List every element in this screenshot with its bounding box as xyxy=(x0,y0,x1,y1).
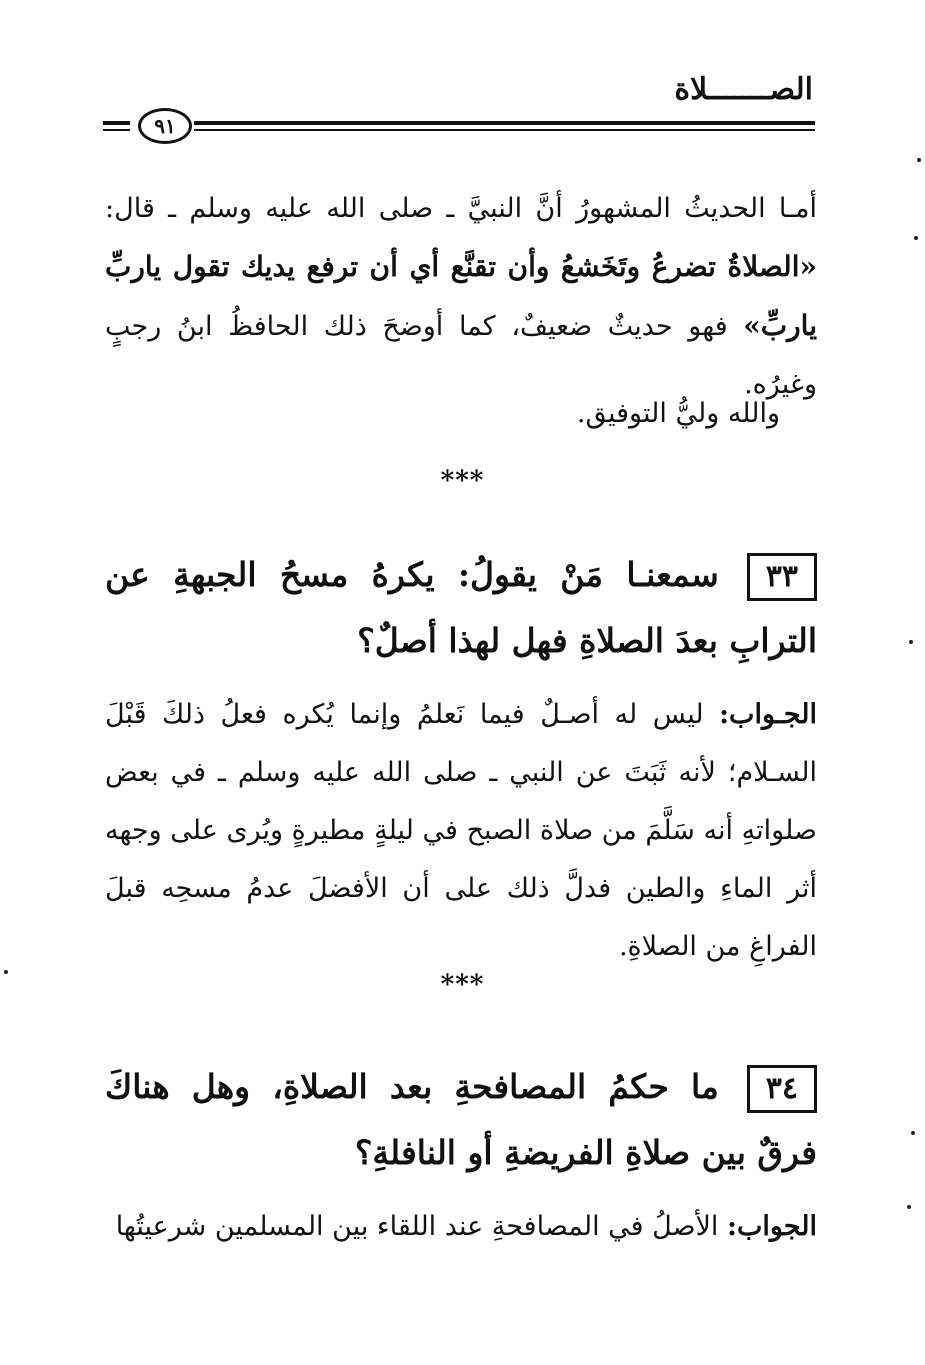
header-rule-thick xyxy=(103,121,815,125)
answer-label: الجـواب: xyxy=(719,699,817,730)
section-separator: *** xyxy=(440,466,485,496)
question-number: ٣٣ xyxy=(747,553,817,601)
question-34 xyxy=(105,1054,817,1186)
header-rule-thin xyxy=(103,129,815,131)
question-text: سمعنـا مَنْ يقولُ: يكرهُ مسحُ الجبهةِ عن الترابِ بعدَ الصلاةِ فهل لهذا أصلٌ؟ xyxy=(105,555,817,660)
question-number: ٣٤ xyxy=(747,1065,817,1113)
closing-phrase: والله وليُّ التوفيق. xyxy=(576,398,780,429)
scan-speck xyxy=(907,1205,911,1209)
answer-text: ليس له أصـلٌ فيما نَعلمُ وإنما يُكره فعلُ ذلكَ قَبْلَ السـلام؛ لأنه ثَبَتَ عن النبي ـ صلى الله عليه وسلم ـ في بعض صلواتهِ أنه سَلَّمَ من صلاة الصبح في ليلةٍ مطيرةٍ ويُرى على وجهه أثر الماءِ والطين فدلَّ ذلك على أن الأفضلَ عدمُ مسحِه قبلَ الفراغِ من الصلاةِ. xyxy=(105,699,817,962)
hadith-quote: «الصلاةُ تضرعُ وتَخَشعُ وأن تقنَّع أي أن ترفع يديك تقول ياربِّ ياربِّ» xyxy=(105,250,817,342)
question-33 xyxy=(105,542,817,674)
answer-34 xyxy=(105,1198,817,1256)
scan-speck xyxy=(911,1131,915,1135)
page-number: ٩١ xyxy=(138,108,192,144)
answer-label: الجواب: xyxy=(727,1211,817,1242)
hadith-paragraph xyxy=(105,180,817,414)
paragraph-text: فهو حديثٌ ضعيفٌ، كما أوضحَ ذلك الحافظُ ابنُ رجبٍ وغيرُه. xyxy=(105,311,817,400)
answer-text: الأصلُ في المصافحةِ عند اللقاء بين المسلمين شرعيتُها xyxy=(115,1211,727,1242)
section-separator: *** xyxy=(440,970,485,1000)
answer-33 xyxy=(105,686,817,976)
scan-speck xyxy=(4,970,8,974)
scan-speck xyxy=(909,640,913,644)
paragraph-text: أمـا الحديثُ المشهورُ أنَّ النبيَّ ـ صلى الله عليه وسلم ـ قال: xyxy=(105,193,817,224)
running-title: الصـــــــلاة xyxy=(674,72,813,107)
scan-speck xyxy=(917,158,921,162)
question-text: ما حكمُ المصافحةِ بعد الصلاةِ، وهل هناكَ فرقٌ بين صلاةِ الفريضةِ أو النافلةِ؟ xyxy=(105,1067,817,1172)
scan-speck xyxy=(914,236,918,240)
